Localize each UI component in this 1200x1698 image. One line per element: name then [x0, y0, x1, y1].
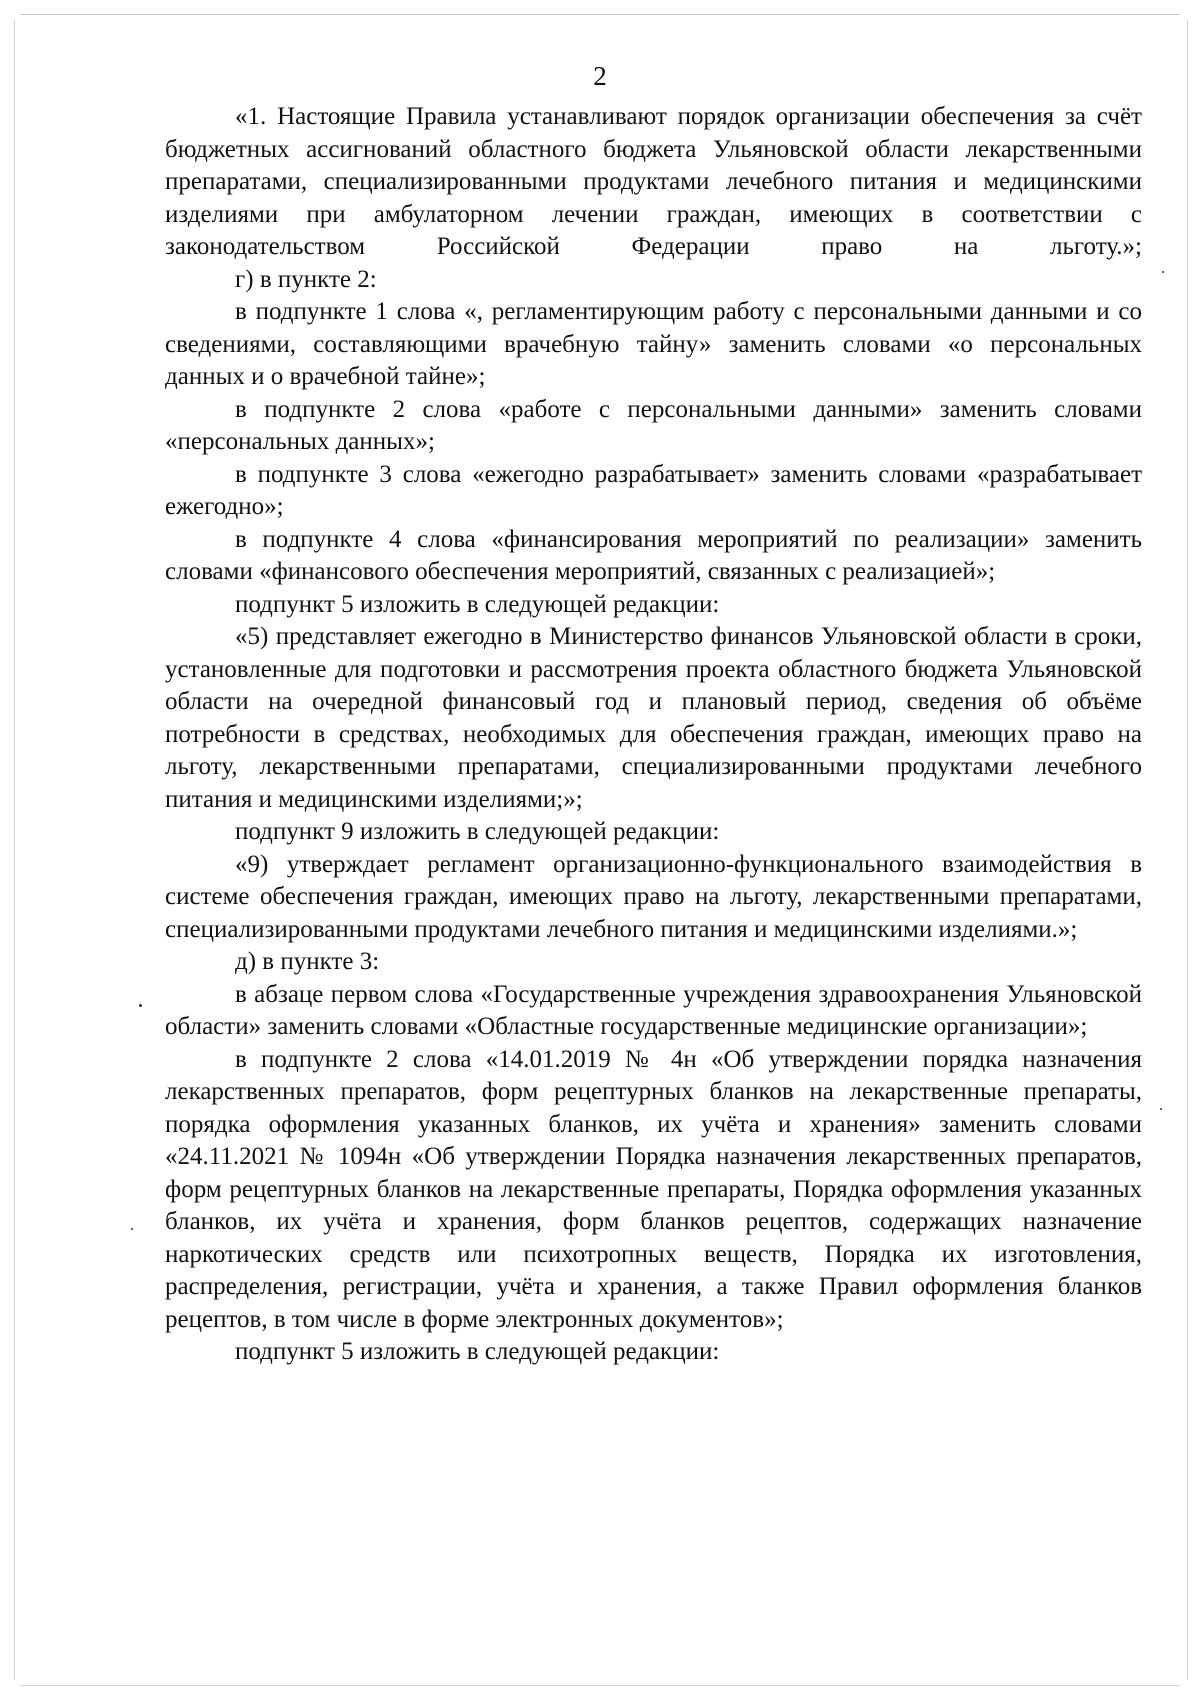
- scan-edge-top: [20, 14, 1180, 15]
- document-body: [165, 101, 1142, 1369]
- page-number: 2: [593, 61, 607, 91]
- paragraph: в подпункте 2 слова «работе с персональными данными» заменить словами «персональных данных»;: [165, 395, 1142, 455]
- paragraph: подпункт 5 изложить в следующей редакции:: [235, 1338, 720, 1365]
- paragraph: г) в пункте 2:: [235, 265, 377, 293]
- paragraph: в подпункте 1 слова «, регламентирующим работу с персональными данными и со сведениями, составляющими врачебную тайну» заменить словами «о персональных данных и о врачебной тайне»;: [165, 298, 1142, 390]
- scan-speck: [139, 1004, 142, 1007]
- paragraph: подпункт 9 изложить в следующей редакции:: [235, 818, 720, 845]
- scan-edge-right: [1187, 20, 1188, 1680]
- paragraph: в подпункте 2 слова «14.01.2019 № 4н «Об утверждении порядка назначения лекарственных препаратов, форм рецептурных бланков на лекарственные препараты, порядка оформления указанных бланков, их учёта и хранения» заменить словами «24.11.2021 № 1094н «Об утверждении Порядка назначения лекарственных препаратов, форм рецептурных бланков на лекарственные препараты, Порядка оформления указанных бланков, их учёта и хранения, форм бланков рецептов, содержащих назначение наркотических средств или психотропных веществ, Порядка их изготовления, распределения, регистрации, учёта и хранения, а также Правил оформления бланков рецептов, в том числе в форме электронных документов»;: [165, 1045, 1142, 1333]
- paragraph: «1. Настоящие Правила устанавливают порядок организации обеспечения за счёт бюджетных ассигнований областного бюджета Ульяновской области лекарственными препаратами, специализированными продуктами лечебного питания и медицинскими изделиями при амбулаторном лечении граждан, имеющих в соответствии с законодательством Российской Федерации право на льготу.»;: [165, 103, 1142, 260]
- scan-edge-left: [14, 20, 15, 1680]
- scan-speck: [1160, 1108, 1162, 1110]
- paragraph: д) в пункте 3:: [235, 948, 380, 975]
- paragraph: в подпункте 4 слова «финансирования мероприятий по реализации» заменить словами «финансового обеспечения мероприятий, связанных с реализацией»;: [165, 525, 1142, 585]
- scan-speck: [1162, 271, 1164, 273]
- paragraph: «5) представляет ежегодно в Министерство финансов Ульяновской области в сроки, установленные для подготовки и рассмотрения проекта областного бюджета Ульяновской области на очередной финансовый год и плановый период, сведения об объёме потребности в средствах, необходимых для обеспечения граждан, имеющих право на льготу, лекарственными препаратами, специализированными продуктами лечебного питания и медицинскими изделиями;»;: [165, 623, 1142, 813]
- paragraph: «9) утверждает регламент организационно-функционального взаимодействия в системе обеспечения граждан, имеющих право на льготу, лекарственными препаратами, специализированными продуктами лечебного питания и медицинскими изделиями.»;: [165, 850, 1142, 943]
- paragraph: в подпункте 3 слова «ежегодно разрабатывает» заменить словами «разрабатывает ежегодно»;: [165, 460, 1142, 520]
- scan-speck: [131, 1228, 133, 1230]
- scan-edge-bottom: [20, 1685, 1180, 1686]
- paragraph: подпункт 5 изложить в следующей редакции:: [235, 590, 720, 618]
- paragraph: в абзаце первом слова «Государственные учреждения здравоохранения Ульяновской области» заменить словами «Областные государственные медицинские организации»;: [165, 980, 1142, 1040]
